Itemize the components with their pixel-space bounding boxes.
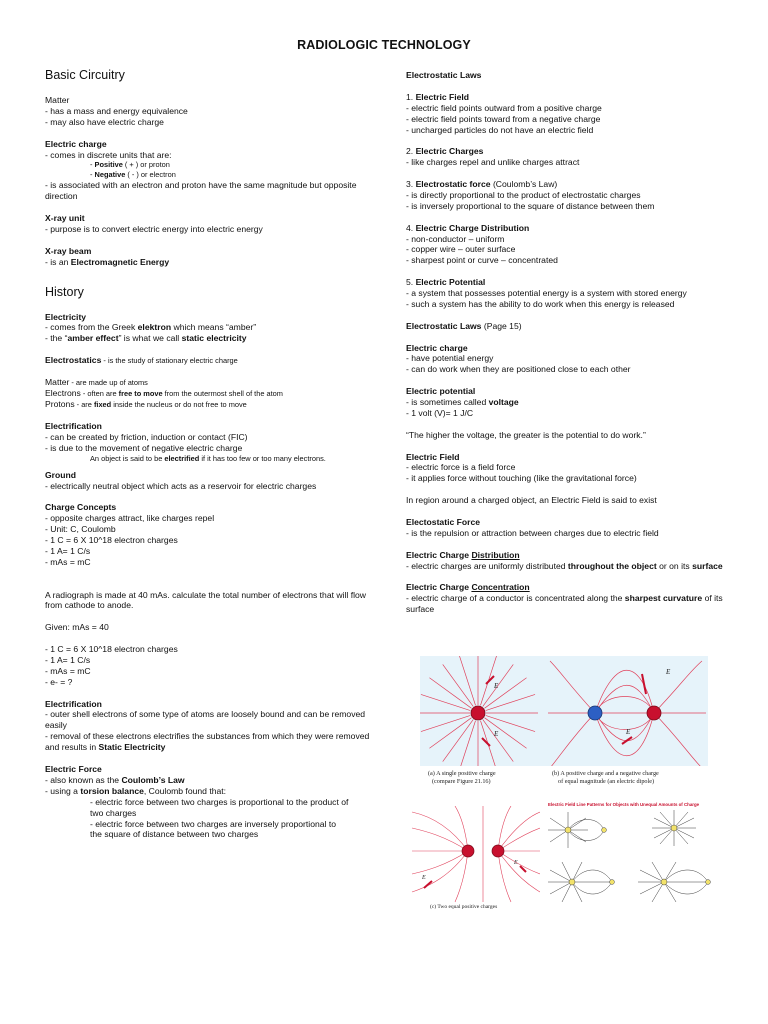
text-line (406, 277, 726, 288)
text-line: - Negative ( - ) or electron (90, 170, 176, 180)
text-line: - 1 A= 1 C/s (45, 654, 91, 665)
subheading: Electostatic Force (406, 516, 481, 527)
subheading: Electric Field (406, 451, 460, 462)
text-line: - comes in discrete units that are: (45, 149, 172, 160)
text-line: - electric force between two charges is proportional to the product of two charges (90, 796, 349, 818)
bold-term: Positive (94, 160, 123, 170)
text-span: from the outermost shell of the atom (162, 389, 283, 399)
text-line: - is directly proportional to the product of electrostatic charges (406, 189, 641, 200)
text-span: 5. (406, 277, 416, 288)
text-line: - Positive ( + ) or proton (90, 160, 170, 170)
text-line: - is inversely proportional to the square of distance between them (406, 200, 655, 211)
text-line: - electric force between two charges are inversely proportional to the square of distance between two charges (90, 818, 336, 840)
negative-charge (588, 706, 602, 720)
text-line: - is the repulsion or attraction between charges due to electric field (406, 527, 659, 538)
figure-caption: (b) A positive charge and a negative charge (552, 770, 659, 777)
e-vector-label: E (494, 682, 499, 690)
subheading: Electric Force (45, 764, 102, 774)
text-line: - uncharged particles do not have an electric field (406, 124, 594, 135)
text-span: of its surface (406, 593, 723, 615)
text-line: Matter (45, 95, 70, 105)
text-line: - can be created by friction, induction or contact (FIC) (45, 431, 248, 442)
section-heading-history: History (45, 284, 84, 299)
text-span: - are (74, 400, 94, 410)
text-line: - may also have electric charge (45, 116, 164, 127)
positive-charge (462, 845, 474, 857)
text-line (406, 321, 726, 332)
bold-term: amber effect (67, 333, 119, 344)
text-line: - electric force is a field force (406, 462, 516, 473)
text-line: - 1 A= 1 C/s (45, 545, 91, 556)
figure-field-lines-ab (420, 656, 708, 791)
figure-caption: (a) A single positive charge (428, 770, 496, 777)
text-line: In region around a charged object, an Electric Field is said to exist (406, 495, 657, 506)
bold-term: throughout the object (567, 560, 657, 571)
text-span: - comes from the Greek (45, 322, 138, 333)
e-vector-label: E (422, 875, 426, 881)
text-span: inside the nucleus or do not free to move (111, 400, 247, 410)
text-line: - copper wire – outer surface (406, 244, 516, 255)
text-span: An object is said to be (90, 453, 165, 463)
text-line: - sharpest point or curve – concentrated (406, 255, 558, 266)
text-span: - often are (80, 389, 119, 399)
text-line (45, 786, 370, 797)
text-span: ” is what we call (118, 333, 182, 344)
text-line: - opposite charges attract, like charges repel (45, 513, 215, 524)
subheading: Ground (45, 469, 77, 480)
text-span: ( - ) or electron (125, 170, 176, 180)
e-vector-label: E (494, 730, 499, 738)
bold-term: static electricity (181, 333, 247, 344)
text-line: - it applies force without touching (like the gravitational force) (406, 473, 637, 484)
text-line (45, 399, 370, 410)
e-vector-label: E (514, 860, 518, 866)
charge-marker (661, 879, 667, 885)
text-span: 2. (406, 146, 416, 157)
figure-title: Electric Field Line Patterns for Objects with Unequal Amounts of Charge (548, 802, 700, 807)
text-span: (Coulomb’s Law) (490, 179, 558, 190)
figure-caption: (compare Figure 21.16) (432, 778, 491, 785)
text-line: - mAs = mC (45, 556, 91, 567)
text-line (45, 257, 370, 268)
text-line: “The higher the voltage, the greater is the potential to do work.” (406, 429, 646, 440)
bold-term: Electric Charges (415, 146, 484, 157)
text-span: Matter (45, 377, 70, 388)
positive-charge (647, 706, 661, 720)
text-line (45, 322, 370, 333)
positive-charge (492, 845, 504, 857)
text-line: - Unit: C, Coulomb (45, 524, 116, 535)
page-title: RADIOLOGIC TECHNOLOGY (297, 38, 471, 52)
bold-term: Electrostatics (45, 355, 102, 366)
text-line (406, 561, 726, 572)
subheading: Electric potential (406, 386, 476, 397)
text-line (45, 731, 370, 753)
bold-term: Electrostatic Laws (406, 320, 482, 331)
text-line (406, 92, 726, 103)
text-line: - electric field points toward from a negative charge (406, 113, 601, 124)
text-line (406, 146, 726, 157)
positive-charge (471, 706, 485, 720)
subheading: Electricity (45, 311, 87, 322)
text-span: 4. (406, 222, 416, 233)
subheading: Electrification (45, 420, 102, 431)
text-line (406, 593, 726, 615)
text-span: 1. (406, 91, 416, 102)
bold-term: Electric Charge Distribution (415, 222, 530, 233)
text-line: - purpose is to convert electric energy into electric energy (45, 224, 263, 235)
text-line: - such a system has the ability to do work when this energy is released (406, 298, 675, 309)
text-line: - 1 volt (V)= 1 J/C (406, 407, 474, 418)
text-span: Electric Charge (406, 549, 472, 560)
subheading: Electrification (45, 698, 102, 709)
text-line: - have potential energy (406, 353, 494, 364)
text-line: - non-conductor – uniform (406, 233, 505, 244)
field-lines-diagram-c (410, 806, 540, 910)
bold-term: Static Electricity (98, 742, 166, 753)
charge-marker (671, 825, 677, 831)
text-span: - using a (45, 785, 81, 796)
bold-term: free to move (118, 389, 163, 399)
text-span: 3. (406, 179, 416, 190)
subheading: Charge Concepts (45, 502, 117, 513)
e-vector-label: E (666, 668, 671, 676)
text-line: - has a mass and energy equivalence (45, 105, 188, 116)
text-span: - the “ (45, 333, 68, 344)
text-line (45, 377, 370, 388)
text-line (406, 223, 726, 234)
text-line: - e- = ? (45, 676, 73, 687)
subheading: Electric charge (406, 342, 468, 353)
text-span: - is sometimes called (406, 397, 489, 408)
text-line (45, 355, 370, 366)
charge-marker (602, 828, 607, 833)
bold-term: voltage (488, 397, 519, 408)
text-span: - electric charges are uniformly distributed (406, 560, 568, 571)
text-span: which means “amber” (171, 322, 257, 333)
left-column (45, 68, 370, 840)
bold-term: fixed (93, 400, 112, 410)
text-span: - is the study of stationary electric charge (101, 356, 238, 366)
bold-term: surface (692, 560, 723, 571)
text-line: - 1 C = 6 X 10^18 electron charges (45, 535, 178, 546)
underlined-term: Distribution (471, 549, 520, 560)
text-line (45, 454, 365, 464)
text-span: - removal of these electrons electrifies the substances from which they were removed and results in (45, 731, 370, 753)
figure-unequal-charges (546, 800, 722, 912)
text-span: - electric charge of a conductor is concentrated along the (406, 593, 625, 604)
text-line: - 1 C = 6 X 10^18 electron charges (45, 644, 178, 655)
bold-term: Electromagnetic Energy (70, 256, 170, 267)
charge-marker (565, 827, 571, 833)
text-line: - is associated with an electron and proton have the same magnitude but opposite direction (45, 180, 357, 202)
bold-term: Electrostatic force (415, 179, 491, 190)
figure-caption: (c) Two equal positive charges (430, 904, 498, 910)
subheading: X-ray beam (45, 245, 92, 256)
text-span: - is an (45, 256, 71, 267)
text-span: (Page 15) (481, 320, 522, 331)
text-line (406, 397, 726, 408)
charge-marker (569, 879, 575, 885)
bold-term: Electric Field (415, 91, 470, 102)
text-line: A radiograph is made at 40 mAs. calculate the total number of electrons that will flow from cathode to anode. (45, 589, 366, 611)
bold-term: torsion balance (80, 785, 144, 796)
charge-marker (706, 880, 711, 885)
text-line: - electrically neutral object which acts as a reservoir for electric charges (45, 480, 317, 491)
subheading: X-ray unit (45, 213, 85, 224)
text-span: or on its (656, 560, 693, 571)
figure-field-lines-c (410, 806, 540, 910)
charge-marker (610, 880, 615, 885)
text-line (406, 179, 726, 190)
underlined-term: Concentration (471, 582, 530, 593)
subheading (406, 582, 726, 593)
text-line (45, 333, 370, 344)
figure-caption: of equal magnitude (an electric dipole) (558, 778, 655, 785)
text-line (45, 388, 370, 399)
bold-term: Electric Potential (415, 277, 486, 288)
text-line: - electric field points outward from a positive charge (406, 102, 602, 113)
right-column (406, 70, 726, 615)
bold-term: electrified (164, 453, 200, 463)
text-span: - are made up of atoms (69, 378, 148, 388)
subheading: Electrostatic Laws (406, 70, 482, 80)
text-span: Protons (45, 399, 75, 410)
text-line: - a system that possesses potential energy is a system with stored energy (406, 288, 687, 299)
bold-term: Negative (94, 170, 126, 180)
section-heading-basic-circuitry: Basic Circuitry (45, 68, 125, 82)
text-line: - mAs = mC (45, 665, 91, 676)
text-line: Given: mAs = 40 (45, 622, 109, 633)
field-lines-diagram-ab (420, 656, 708, 791)
text-span: if it has too few or too many electrons. (199, 453, 326, 463)
text-line: - can do work when they are positioned close to each other (406, 364, 631, 375)
text-line: - like charges repel and unlike charges attract (406, 157, 580, 168)
text-span: Electrons (45, 388, 81, 399)
text-span: - also known as the (45, 774, 122, 785)
text-span: ( + ) or proton (122, 160, 170, 170)
e-vector-label: E (626, 728, 631, 736)
text-span: Electric Charge (406, 582, 472, 593)
text-span: , Coulomb found that: (143, 785, 227, 796)
subheading (406, 550, 726, 561)
subheading: Electric charge (45, 138, 107, 149)
unequal-charge-patterns (546, 800, 722, 912)
text-line: - outer shell electrons of some type of atoms are loosely bound and can be removed easily (45, 709, 366, 731)
bold-term: sharpest curvature (624, 593, 703, 604)
bold-term: elektron (137, 322, 172, 333)
bold-term: Coulomb’s Law (121, 774, 185, 785)
text-line (45, 775, 370, 786)
text-line: - is due to the movement of negative electric charge (45, 442, 243, 453)
